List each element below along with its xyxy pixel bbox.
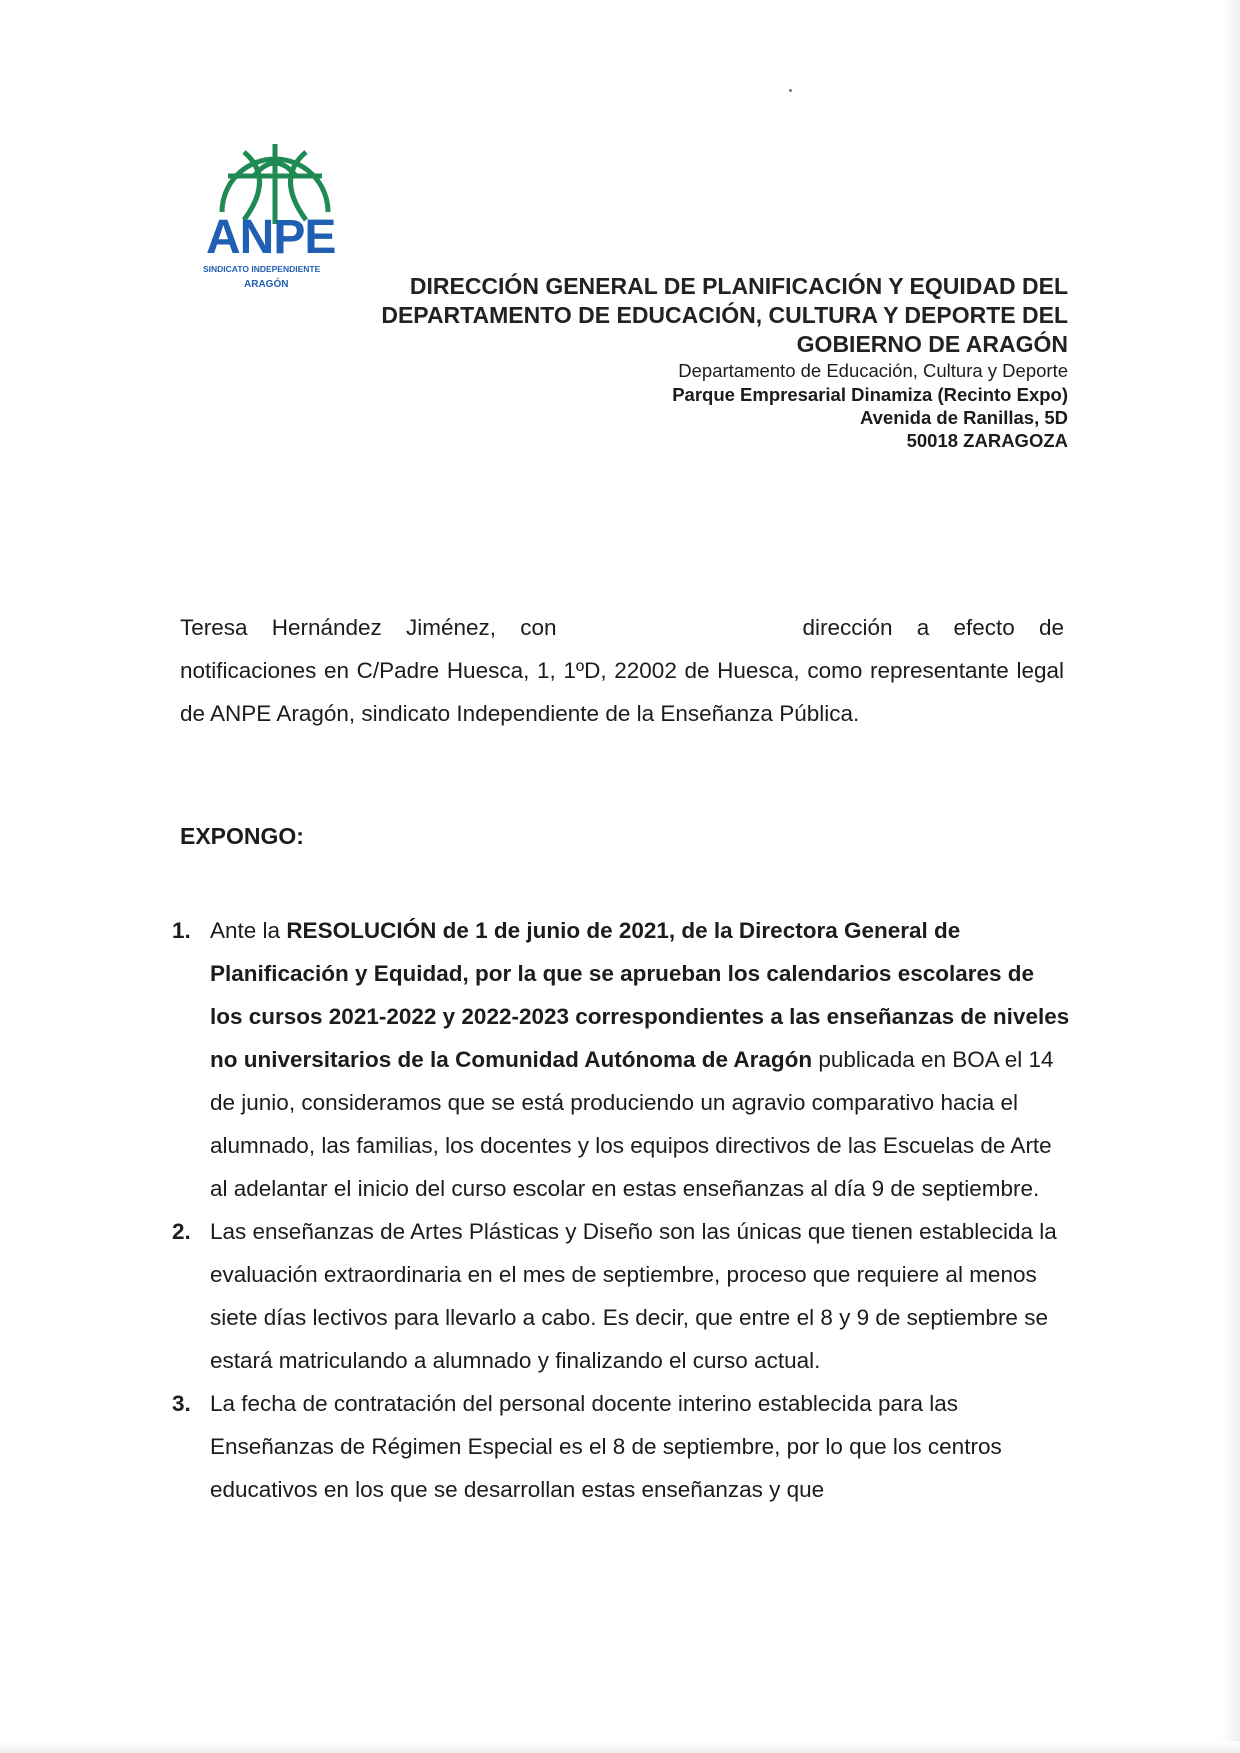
list-item	[172, 1210, 1072, 1382]
item-text: Las enseñanzas de Artes Plásticas y Diseño son las únicas que tienen establecida la evaluación extraordinaria en el mes de septiembre, proceso que requiere al menos siete días lectivos para llevarlo a cabo. Es decir, que entre el 8 y 9 de septiembre se estará matriculando a alumnado y finalizando el curso actual.	[210, 1219, 1057, 1373]
recipient-line-2: DEPARTAMENTO DE EDUCACIÓN, CULTURA Y DEPORTE DEL	[381, 302, 1068, 328]
recipient-address-3: 50018 ZARAGOZA	[906, 430, 1068, 451]
section-heading: EXPONGO:	[180, 823, 304, 849]
item-number: 3.	[172, 1391, 191, 1416]
scan-speck	[789, 89, 792, 92]
exposition-list	[172, 909, 1072, 1511]
page-edge-shadow	[1222, 0, 1240, 1753]
recipient-address-1: Parque Empresarial Dinamiza (Recinto Expo)	[672, 384, 1068, 405]
item-number: 1.	[172, 918, 191, 943]
intro-rest: dirección a efecto de notificaciones en C/Padre Huesca, 1, 1ºD, 22002 de Huesca, como representante legal de ANPE Aragón, sindicato Independiente de la Enseñanza Pública.	[180, 615, 1064, 726]
item-prefix: Ante la	[210, 918, 287, 943]
page-edge-shadow	[0, 1741, 1240, 1753]
recipient-block	[300, 272, 1068, 452]
recipient-department: Departamento de Educación, Cultura y Deporte	[678, 360, 1068, 381]
item-text: La fecha de contratación del personal docente interino establecida para las Enseñanzas de Régimen Especial es el 8 de septiembre, por lo que los centros educativos en los que se desarrollan estas enseñanzas y que	[210, 1391, 1002, 1502]
item-text: publicada en BOA el 14 de junio, consideramos que se está produciendo un agravio comparativo hacia el alumnado, las familias, los docentes y los equipos directivos de las Escuelas de Arte al adelantar el inicio del curso escolar en estas enseñanzas al día 9 de septiembre.	[210, 1047, 1054, 1201]
list-item	[172, 909, 1072, 1210]
recipient-line-3: GOBIERNO DE ARAGÓN	[796, 331, 1068, 357]
intro-name: Teresa Hernández Jiménez, con	[180, 615, 557, 640]
anpe-logo	[200, 140, 350, 290]
logo-wordmark: ANPE	[206, 211, 336, 264]
logo-region: ARAGÓN	[244, 279, 289, 290]
recipient-address-2: Avenida de Ranillas, 5D	[859, 407, 1068, 428]
item-bold-text: RESOLUCIÓN de 1 de junio de 2021, de la Directora General de Planificación y Equidad, por la que se aprueban los calendarios escolares de los cursos 2021-2022 y 2022-2023 correspondientes a las enseñanzas de niveles no universitarios de la Comunidad Autónoma de Aragón	[210, 918, 1070, 1072]
recipient-line-1: DIRECCIÓN GENERAL DE PLANIFICACIÓN Y EQUIDAD DEL	[409, 273, 1068, 299]
item-number: 2.	[172, 1219, 191, 1244]
intro-paragraph	[180, 606, 1064, 735]
logo-subtitle: SINDICATO INDEPENDIENTE	[203, 264, 321, 274]
list-item	[172, 1382, 1072, 1511]
